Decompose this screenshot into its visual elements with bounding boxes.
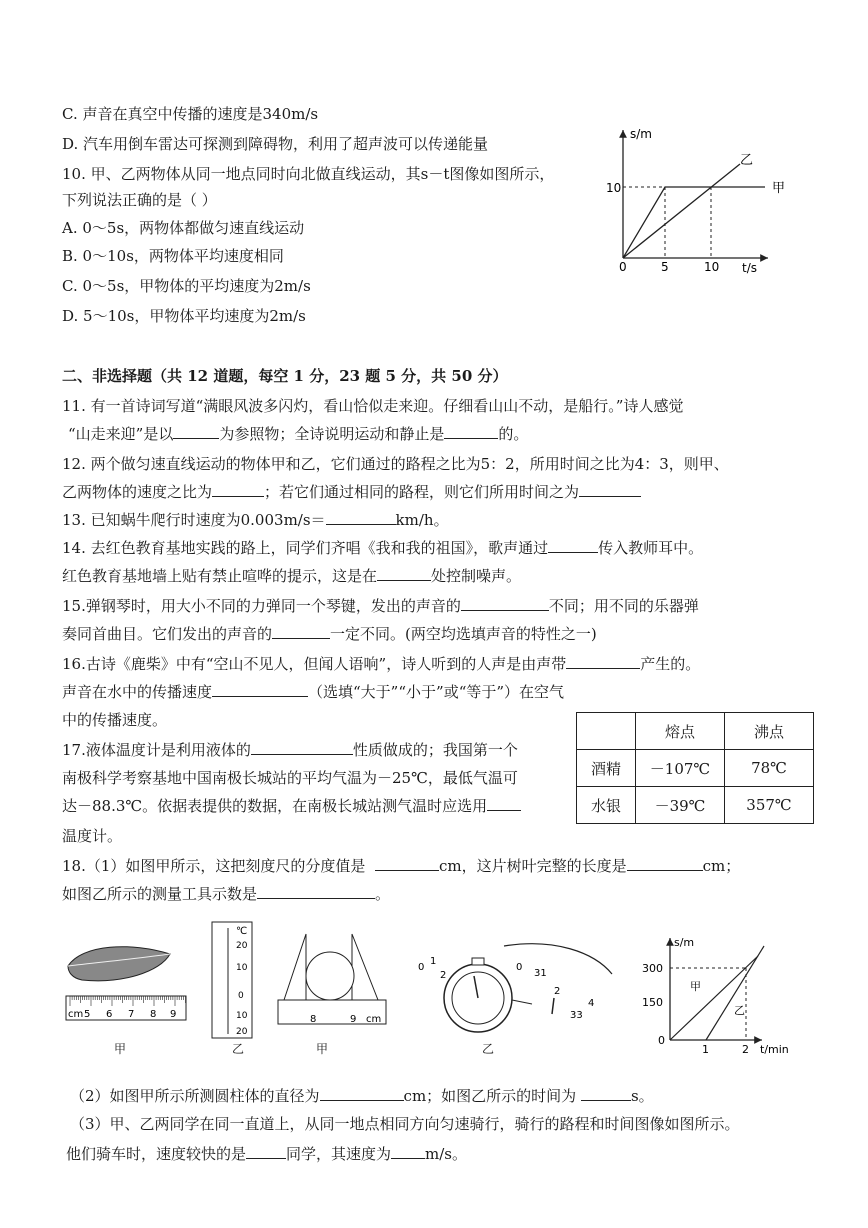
q18-blank-3[interactable] [257, 884, 375, 899]
fig3-caption: 甲 [316, 1042, 329, 1056]
section2-title: 二、非选择题（共 12 道题，每空 1 分，23 题 5 分，共 50 分） [62, 367, 508, 385]
triangle-right [352, 934, 378, 1000]
table-header-row [577, 713, 814, 750]
fig1-caption: 甲 [114, 1042, 127, 1056]
fig4-caption: 乙 [482, 1042, 495, 1056]
fig5-tick-150: 150 [642, 996, 663, 1009]
q10-option-c: C. 0～5s，甲物体的平均速度为2m/s [62, 277, 311, 295]
q10-line-jia [623, 187, 765, 258]
q15-line1: 15.弹钢琴时，用大小不同的力弹同一个琴键，发出的声音的 不同；用不同的乐器弹 [62, 597, 699, 615]
thermo-tick: 0 [238, 991, 244, 1001]
ruler-tick-label: 9 [170, 1009, 177, 1020]
fig5-line-yi [706, 946, 764, 1040]
q12-blank-1[interactable] [212, 482, 264, 497]
q11-line2: “山走来迎”是以 为参照物；全诗说明运动和静止是 的。 [68, 425, 529, 443]
q14-line2: 红色教育基地墙上贴有禁止喧哗的提示，这是在 处控制噪声。 [62, 567, 522, 585]
fig-st-graph-2 [634, 930, 804, 1058]
melting-boiling-table [576, 712, 814, 824]
thermo-tick: 20 [236, 941, 248, 951]
table-header-melting: 熔点 [636, 713, 725, 750]
q9-option-c: C. 声音在真空中传播的速度是340m/s [62, 105, 319, 123]
table-cell: 水银 [577, 787, 636, 824]
q17-line2: 南极科学考察基地中国南极长城站的平均气温为－25℃，最低气温可 [62, 769, 518, 787]
table-cell: 357℃ [725, 787, 814, 824]
fig5-tick-2: 2 [742, 1043, 749, 1056]
stopwatch-crown [472, 958, 484, 965]
q17-line1: 17.液体温度计是利用液体的 性质做成的；我国第一个 [62, 741, 518, 759]
q18-blank-7[interactable] [391, 1144, 425, 1159]
fig-leaf-ruler [62, 938, 192, 1028]
leaf-shape [68, 947, 170, 981]
cylinder-circle [306, 952, 354, 1000]
q18-blank-5[interactable] [581, 1086, 631, 1101]
q18-blank-6[interactable] [246, 1144, 286, 1159]
table-header-empty [577, 713, 636, 750]
q15-blank-2[interactable] [272, 624, 330, 639]
stopwatch-num: 33 [570, 1010, 583, 1021]
fig5-tick-300: 300 [642, 962, 663, 975]
q15-blank-1[interactable] [461, 596, 549, 611]
q18-blank-1[interactable] [375, 856, 439, 871]
fig-cylinder-ruler [276, 928, 390, 1032]
fig5-ylabel: s/m [674, 936, 695, 949]
q12-line1: 12. 两个做匀速直线运动的物体甲和乙，它们通过的路程之比为5：2，所用时间之比为4：3，则甲、 [62, 455, 729, 473]
q10-st-graph [600, 118, 800, 278]
q18-blank-2[interactable] [627, 856, 703, 871]
q18-line2: 如图乙所示的测量工具示数是 。 [62, 885, 391, 903]
q12-blank-2[interactable] [579, 482, 641, 497]
q10-stem-line2: 下列说法正确的是（ ） [62, 191, 217, 209]
q18-part3-line1: （3）甲、乙两同学在同一直道上，从同一地点相同方向匀速骑行，骑行的路程和时间图像如图所示。 [70, 1115, 740, 1133]
table-cell: 酒精 [577, 750, 636, 787]
q9-option-d: D. 汽车用倒车雷达可探测到障碍物，利用了超声波可以传递能量 [62, 135, 489, 153]
thermo-tick: 20 [236, 1027, 248, 1037]
stopwatch-num: 2 [440, 970, 447, 981]
q16-line2: 声音在水中的传播速度 （选填“大于”“小于”或“等于”）在空气 [62, 683, 565, 701]
q18-blank-4[interactable] [320, 1086, 404, 1101]
q11-blank-1[interactable] [173, 424, 219, 439]
q14-line1: 14. 去红色教育基地实践的路上，同学们齐唱《我和我的祖国》，歌声通过 传入教师耳中。 [62, 539, 704, 557]
stopwatch-num: 0 [516, 962, 523, 973]
table-row [577, 750, 814, 787]
q10-tick-5: 5 [661, 260, 669, 274]
fig5-xlabel: t/min [760, 1043, 789, 1056]
stopwatch-num: 2 [554, 986, 561, 997]
q12-line2: 乙两物体的速度之比为 ；若它们通过相同的路程，则它们所用时间之为 [62, 482, 641, 502]
thermo-unit: ℃ [236, 926, 248, 937]
q14-blank-2[interactable] [377, 566, 431, 581]
fig-stopwatch [404, 932, 616, 1036]
q17-blank-1[interactable] [251, 740, 353, 755]
ruler-tick-label: 9 [350, 1014, 357, 1025]
q10-xlabel: t/s [742, 261, 757, 275]
q10-line-yi [623, 164, 740, 258]
q10-tick-10: 10 [704, 260, 720, 274]
thermo-tick: 10 [236, 1011, 248, 1021]
q17-line3: 达－88.3℃。依据表提供的数据，在南极长城站测气温时应选用 [62, 796, 521, 816]
thermo-tick: 10 [236, 963, 248, 973]
q10-option-b: B. 0～10s，两物体平均速度相同 [62, 247, 284, 265]
stopwatch-num: 0 [418, 962, 425, 973]
q18-part2: （2）如图甲所示所测圆柱体的直径为 cm；如图乙所示的时间为 s。 [70, 1087, 654, 1105]
q17-blank-2[interactable] [487, 796, 521, 811]
table-row [577, 787, 814, 824]
q14-blank-1[interactable] [548, 538, 598, 553]
table-cell: 78℃ [725, 750, 814, 787]
q16-blank-2[interactable] [212, 682, 308, 697]
q10-stem-line1: 10. 甲、乙两物体从同一地点同时向北做直线运动，其s－t图像如图所示， [62, 165, 555, 183]
q10-label-jia: 甲 [772, 181, 786, 196]
fig-thermometer [206, 918, 262, 1044]
q10-tick-y10: 10 [606, 181, 622, 195]
q18-line1: 18.（1）如图甲所示，这把刻度尺的分度值是 cm，这片树叶完整的长度是 cm； [62, 857, 741, 875]
ruler-tick-label: cm [366, 1014, 382, 1025]
q10-origin: 0 [619, 260, 627, 274]
fig5-label-yi: 乙 [734, 1004, 745, 1017]
q10-option-d: D. 5～10s，甲物体平均速度为2m/s [62, 307, 306, 325]
q16-line1: 16.古诗《鹿柴》中有“空山不见人，但闻人语响”，诗人听到的人声是由声带 产生的。 [62, 655, 701, 673]
ruler-tick-label: 8 [310, 1014, 317, 1025]
q15-line2: 奏同首曲目。它们发出的声音的 一定不同。(两空均选填声音的特性之一) [62, 625, 597, 643]
q13-line: 13. 已知蜗牛爬行时速度为0.003m/s＝ km/h。 [62, 511, 449, 529]
q17-line4: 温度计。 [62, 827, 123, 845]
fig2-caption: 乙 [232, 1042, 245, 1056]
ruler-tick-label: cm [68, 1009, 84, 1020]
stopwatch-num: 1 [430, 956, 437, 967]
table-header-boiling: 沸点 [725, 713, 814, 750]
stopwatch-num: 4 [588, 998, 595, 1009]
ruler-tick-label: 5 [84, 1009, 91, 1020]
table-cell: －107℃ [636, 750, 725, 787]
q16-blank-1[interactable] [566, 654, 640, 669]
fig5-origin: 0 [658, 1034, 665, 1047]
q13-blank[interactable] [326, 510, 396, 525]
fig5-tick-1: 1 [702, 1043, 709, 1056]
ruler-tick-label: 6 [106, 1009, 113, 1020]
q11-blank-2[interactable] [444, 424, 498, 439]
stopwatch-num: 31 [534, 968, 547, 979]
ruler-tick-label: 8 [150, 1009, 157, 1020]
q18-part3-line2: 他们骑车时，速度较快的是 同学，其速度为 m/s。 [66, 1145, 468, 1163]
q10-option-a: A. 0～5s，两物体都做匀速直线运动 [62, 219, 305, 237]
q10-ylabel: s/m [630, 127, 652, 141]
triangle-left [284, 934, 306, 1000]
q10-label-yi: 乙 [740, 153, 754, 168]
ruler-tick-label: 7 [128, 1009, 135, 1020]
table-cell: －39℃ [636, 787, 725, 824]
q16-line3: 中的传播速度。 [62, 711, 168, 729]
q11-line1: 11. 有一首诗词写道“满眼风波多闪灼，看山恰似走来迎。仔细看山山不动，是船行。”诗人感觉 [62, 397, 684, 415]
fig5-label-jia: 甲 [690, 980, 701, 993]
